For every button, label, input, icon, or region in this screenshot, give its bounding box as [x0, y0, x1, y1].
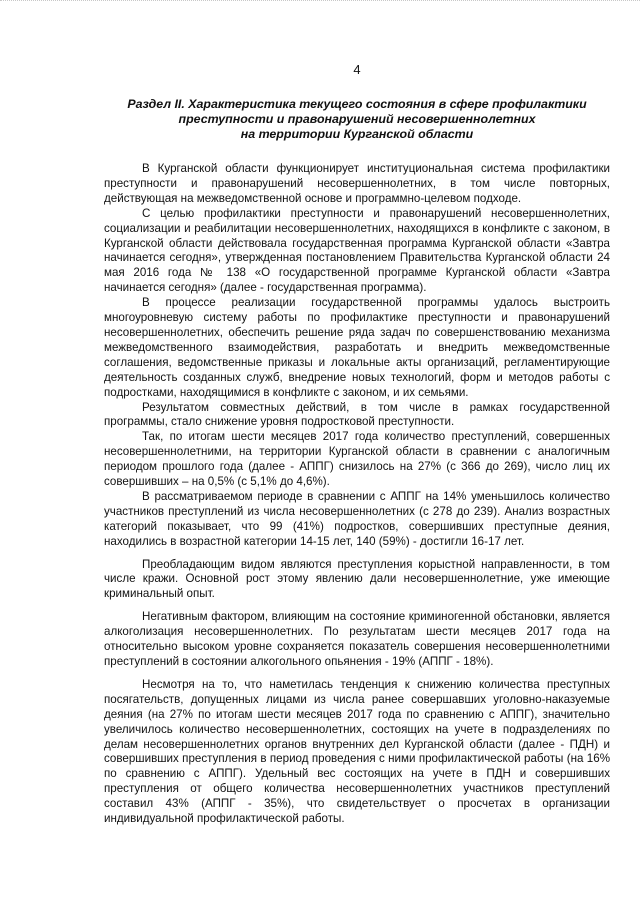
section-heading: [104, 97, 610, 142]
section-heading-line-1: Раздел II. Характеристика текущего состояния в сфере профилактики: [127, 97, 587, 111]
page-number: 4: [353, 62, 361, 77]
paragraph-property-crimes: Преобладающим видом являются преступления корыстной направленности, в том числе кражи. Основной рост этому явлению дали несовершеннолетние, уже имеющие криминальный опыт.: [104, 557, 610, 601]
section-heading-line-2: преступности и правонарушений несовершеннолетних: [178, 112, 536, 126]
document-page: [104, 62, 610, 827]
paragraph-crime-reduction: Результатом совместных действий, в том числе в рамках государственной программы, стало снижение уровня подростковой преступности.: [104, 400, 610, 429]
paragraph-participants-age: В рассматриваемом периоде в сравнении с АППГ на 14% уменьшилось количество участников преступлений из числа несовершеннолетних (с 278 до 239). Анализ возрастных категорий показывает, что 99 (41%) подростков, совершивших преступные деяния, находились в возрастной категории 14-15 лет, 140 (59%) - достигли 16-17 лет.: [104, 489, 610, 548]
paragraph-program-results: В процессе реализации государственной программы удалось выстроить многоуровневую систему работы по профилактике преступности и правонарушений несовершеннолетних, обеспечить решение ряда задач по совершенствованию механизма межведомственного взаимодействия, разработать и внедрить межведомственные соглашения, ведомственные приказы и локальные акты организаций, регламентирующие деятельность созданных служб, внедрение новых технологий, форм и методов работы с подростками, находящимися в конфликте с законом, и их семьями.: [104, 296, 610, 399]
paragraph-repeat-offenders: Несмотря на то, что наметилась тенденция к снижению количества преступных посягательств, допущенных лицами из числа ранее совершавших уголовно-наказуемые деяния (на 27% по итогам шести месяцев 2017 года по сравнению с АППГ), значительно увеличилось количество несовершеннолетних, состоящих на учете в подразделениях по делам несовершеннолетних органов внутренних дел Курганской области (далее - ПДН) и совершивших преступления в период проведения с ними профилактической работы (на 16% по сравнению с АППГ). Удельный вес состоящих на учете в ПДН и совершивших преступления от общего количества несовершеннолетних участников преступлений составил 43% (АППГ - 35%), что свидетельствует о просчетах в организации индивидуальной профилактической работы.: [104, 677, 610, 826]
paragraph-six-month-statistics: Так, по итогам шести месяцев 2017 года количество преступлений, совершенных несовершеннолетними, на территории Курганской области в сравнении с аналогичным периодом прошлого года (далее - АППГ) снизилось на 27% (с 366 до 269), число лиц их совершивших – на 0,5% (с 5,1% до 4,6%).: [104, 430, 610, 489]
scan-edge-artifact: [0, 0, 640, 7]
paragraph-alcohol-factor: Негативным фактором, влияющим на состояние криминогенной обстановки, является алкоголизация несовершеннолетних. По результатам шести месяцев 2017 года на относительно высоком уровне сохраняется показатель совершения несовершеннолетними преступлений в состоянии алкогольного опьянения - 19% (АППГ - 18%).: [104, 610, 610, 668]
section-heading-line-3: на территории Курганской области: [240, 127, 474, 141]
body-text: [104, 162, 610, 827]
paragraph-state-program: С целью профилактики преступности и правонарушений несовершеннолетних, социализации и реабилитации несовершеннолетних, находящихся в конфликте с законом, в Курганской области действовала государственная программа Курганской области «Завтра начинается сегодня», утвержденная постановлением Правительства Курганской области 24 мая 2016 года № 138 «О государственной программе Курганской области «Завтра начинается сегодня» (далее - государственная программа).: [104, 206, 610, 295]
paragraph-institutional-system: В Курганской области функционирует институциональная система профилактики преступности и правонарушений несовершеннолетних, в том числе повторных, действующая на межведомственной основе и программно-целевом подходе.: [104, 162, 610, 205]
